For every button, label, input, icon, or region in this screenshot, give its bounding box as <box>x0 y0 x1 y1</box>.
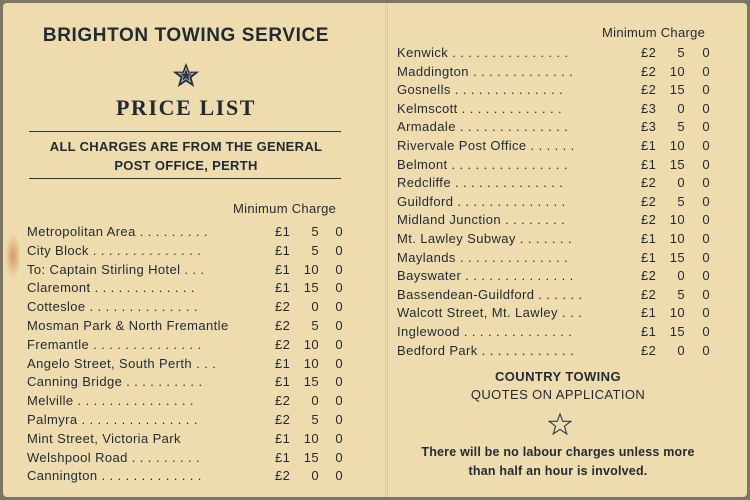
price-pence: 0 <box>335 242 343 258</box>
price-shillings: 0 <box>677 175 685 191</box>
price-pounds: £2 <box>641 82 657 98</box>
price-pounds: £1 <box>641 137 657 153</box>
price-pence: 0 <box>335 224 343 239</box>
place-name: Metropolitan Area . . . . . . . . . <box>27 224 208 239</box>
place-name: Mint Street, Victoria Park <box>27 430 181 446</box>
price-shillings: 5 <box>311 224 319 239</box>
price-pence: 0 <box>702 323 710 339</box>
place-name: Kelmscott . . . . . . . . . . . . . <box>397 100 562 116</box>
place-name: Maylands . . . . . . . . . . . . . . <box>397 249 569 265</box>
star-outline-icon <box>548 413 572 435</box>
price-pounds: £1 <box>641 305 657 321</box>
company-title: BRIGHTON TOWING SERVICE <box>42 25 330 46</box>
price-shillings: 10 <box>303 336 319 352</box>
price-shillings: 15 <box>669 249 685 265</box>
price-pence: 0 <box>335 280 343 296</box>
price-pounds: £3 <box>641 119 657 135</box>
price-shillings: 10 <box>303 261 319 277</box>
price-pounds: £2 <box>641 268 657 284</box>
place-name: Melville . . . . . . . . . . . . . . . <box>27 393 194 409</box>
price-shillings: 5 <box>677 193 685 209</box>
price-pounds: £2 <box>275 411 291 427</box>
price-pounds: £2 <box>641 45 657 60</box>
price-pence: 0 <box>702 249 710 265</box>
price-pence: 0 <box>702 119 710 135</box>
price-pounds: £2 <box>275 336 291 352</box>
price-pence: 0 <box>335 393 343 409</box>
place-name: Welshpool Road . . . . . . . . . <box>27 449 200 465</box>
place-name: Cannington . . . . . . . . . . . . . <box>27 468 202 484</box>
price-shillings: 15 <box>303 449 319 465</box>
place-name: Bayswater . . . . . . . . . . . . . . <box>397 268 574 284</box>
quotes-line: QUOTES ON APPLICATION <box>470 387 646 402</box>
price-pounds: £2 <box>641 212 657 228</box>
price-pounds: £2 <box>641 63 657 79</box>
price-pence: 0 <box>702 137 710 153</box>
price-shillings: 10 <box>669 305 685 321</box>
card-fold <box>385 3 388 497</box>
price-pounds: £1 <box>275 449 291 465</box>
price-pounds: £2 <box>275 468 291 484</box>
place-name: Walcott Street, Mt. Lawley . . . <box>397 305 582 321</box>
place-name: Mosman Park & North Fremantle <box>27 317 229 333</box>
price-pounds: £1 <box>275 280 291 296</box>
price-pence: 0 <box>702 230 710 246</box>
price-pounds: £2 <box>641 286 657 302</box>
price-shillings: 10 <box>669 212 685 228</box>
place-name: Fremantle . . . . . . . . . . . . . . <box>27 336 202 352</box>
right-panel <box>397 3 719 497</box>
price-pounds: £1 <box>275 224 291 239</box>
price-shillings: 0 <box>311 393 319 409</box>
place-name: Armadale . . . . . . . . . . . . . . <box>397 119 569 135</box>
note-line-1: There will be no labour charges unless more <box>421 445 695 459</box>
price-shillings: 15 <box>303 280 319 296</box>
price-pounds: £1 <box>275 242 291 258</box>
price-pence: 0 <box>702 305 710 321</box>
charges-line-1: ALL CHARGES ARE FROM THE GENERAL <box>49 139 323 154</box>
price-pounds: £2 <box>641 175 657 191</box>
price-pounds: £1 <box>275 355 291 371</box>
price-pounds: £2 <box>641 342 657 358</box>
price-pence: 0 <box>702 193 710 209</box>
place-name: Midland Junction . . . . . . . . <box>397 212 566 228</box>
price-pounds: £1 <box>275 261 291 277</box>
charges-notice <box>27 137 345 175</box>
price-pence: 0 <box>702 268 710 284</box>
price-shillings: 0 <box>677 268 685 284</box>
price-pounds: £1 <box>641 230 657 246</box>
place-name: Kenwick . . . . . . . . . . . . . . . <box>397 45 569 60</box>
price-pence: 0 <box>335 261 343 277</box>
price-pounds: £2 <box>275 299 291 315</box>
price-shillings: 0 <box>677 100 685 116</box>
price-pence: 0 <box>335 336 343 352</box>
price-shillings: 10 <box>303 355 319 371</box>
divider-bottom <box>29 178 341 179</box>
price-pence: 0 <box>335 374 343 390</box>
price-pence: 0 <box>702 100 710 116</box>
price-pounds: £1 <box>641 249 657 265</box>
price-shillings: 5 <box>311 242 319 258</box>
price-pence: 0 <box>335 299 343 315</box>
price-pounds: £2 <box>275 393 291 409</box>
price-pounds: £3 <box>641 100 657 116</box>
min-charge-header: Minimum Charge <box>602 25 706 40</box>
place-name: Bassendean-Guildford . . . . . . <box>397 286 583 302</box>
place-name: Rivervale Post Office . . . . . . <box>397 137 575 153</box>
left-panel <box>27 3 345 497</box>
place-name: Palmyra . . . . . . . . . . . . . . . <box>27 411 198 427</box>
place-name: Maddington . . . . . . . . . . . . . <box>397 63 574 79</box>
labour-note <box>397 443 719 481</box>
place-name: Mt. Lawley Subway . . . . . . . <box>397 230 572 246</box>
stain-mark <box>5 233 21 279</box>
price-pence: 0 <box>335 317 343 333</box>
price-pence: 0 <box>335 411 343 427</box>
place-name: Inglewood . . . . . . . . . . . . . . <box>397 323 573 339</box>
price-shillings: 15 <box>669 156 685 172</box>
price-pounds: £1 <box>641 156 657 172</box>
price-pence: 0 <box>335 449 343 465</box>
note-line-2: than half an hour is involved. <box>468 464 648 478</box>
price-shillings: 0 <box>677 342 685 358</box>
price-shillings: 0 <box>311 299 319 315</box>
price-pence: 0 <box>335 430 343 446</box>
price-shillings: 5 <box>311 317 319 333</box>
price-pence: 0 <box>335 355 343 371</box>
price-pence: 0 <box>702 286 710 302</box>
divider-top <box>29 131 341 132</box>
star-icon <box>173 63 199 87</box>
place-name: Canning Bridge . . . . . . . . . . <box>27 374 203 390</box>
price-shillings: 0 <box>311 468 319 484</box>
price-shillings: 15 <box>669 323 685 339</box>
price-shillings: 15 <box>669 82 685 98</box>
place-name: Cottesloe . . . . . . . . . . . . . . <box>27 299 198 315</box>
place-name: City Block . . . . . . . . . . . . . . <box>27 242 202 258</box>
place-name: Gosnells . . . . . . . . . . . . . . <box>397 82 564 98</box>
price-pounds: £2 <box>275 317 291 333</box>
country-towing-heading: COUNTRY TOWING <box>495 369 621 384</box>
charges-line-2: POST OFFICE, PERTH <box>114 158 258 173</box>
price-pence: 0 <box>702 45 710 60</box>
place-name: Angelo Street, South Perth . . . <box>27 355 217 371</box>
price-pounds: £2 <box>641 193 657 209</box>
price-shillings: 10 <box>669 137 685 153</box>
price-pence: 0 <box>702 175 710 191</box>
price-shillings: 15 <box>303 374 319 390</box>
price-pence: 0 <box>702 212 710 228</box>
price-pounds: £1 <box>275 430 291 446</box>
price-pounds: £1 <box>275 374 291 390</box>
place-name: Claremont . . . . . . . . . . . . . <box>27 280 195 296</box>
price-pence: 0 <box>702 156 710 172</box>
min-charge-header: Minimum Charge <box>233 201 337 216</box>
price-pence: 0 <box>702 342 710 358</box>
price-card <box>3 3 747 497</box>
price-pence: 0 <box>702 63 710 79</box>
price-shillings: 10 <box>669 63 685 79</box>
place-name: Belmont . . . . . . . . . . . . . . . <box>397 156 568 172</box>
price-shillings: 10 <box>303 430 319 446</box>
price-pence: 0 <box>335 468 343 484</box>
price-shillings: 5 <box>311 411 319 427</box>
price-list-heading: PRICE LIST <box>115 95 257 120</box>
price-pence: 0 <box>702 82 710 98</box>
place-name: Guildford . . . . . . . . . . . . . . <box>397 193 566 209</box>
price-shillings: 10 <box>669 230 685 246</box>
place-name: Redcliffe . . . . . . . . . . . . . . <box>397 175 564 191</box>
price-pounds: £1 <box>641 323 657 339</box>
price-shillings: 5 <box>677 286 685 302</box>
place-name: Bedford Park . . . . . . . . . . . . <box>397 342 574 358</box>
price-shillings: 5 <box>677 119 685 135</box>
price-shillings: 5 <box>677 45 685 60</box>
place-name: To: Captain Stirling Hotel . . . <box>27 261 205 277</box>
